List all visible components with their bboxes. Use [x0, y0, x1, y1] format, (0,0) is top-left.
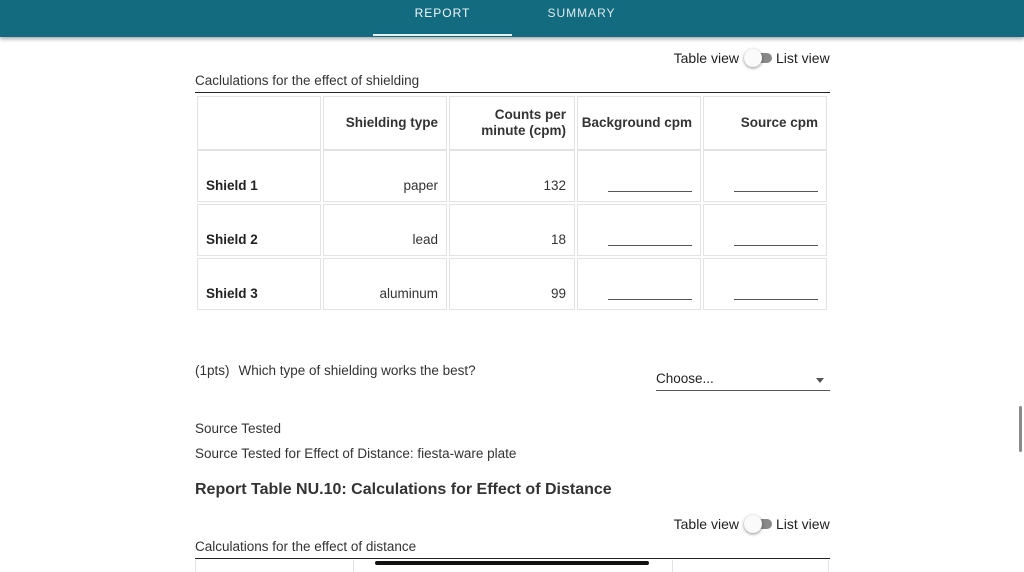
source-cpm-input[interactable] [734, 224, 818, 246]
cell-source-cpm [703, 204, 827, 256]
switch-thumb [744, 515, 762, 533]
header-background-cpm: Background cpm [577, 96, 701, 150]
cell-background-cpm [577, 150, 701, 202]
shielding-table-caption: Caclulations for the effect of shielding [195, 73, 830, 93]
tab-report[interactable]: REPORT [414, 6, 471, 20]
cell-shielding-type: aluminum [323, 258, 447, 310]
row-label-shield-2: Shield 2 [197, 204, 321, 256]
table-view-label: Table view [673, 50, 739, 66]
row-label-shield-3: Shield 3 [197, 258, 321, 310]
header-shielding-type: Shielding type [323, 96, 447, 150]
cell-shielding-type: paper [323, 150, 447, 202]
question-points: (1pts) [195, 363, 230, 378]
background-cpm-input[interactable] [608, 170, 692, 192]
shielding-question [195, 363, 476, 378]
scrollbar[interactable] [1019, 406, 1022, 452]
cell-source-cpm [703, 258, 827, 310]
list-view-label: List view [776, 50, 830, 66]
source-cpm-input[interactable] [734, 170, 818, 192]
shielding-answer-select[interactable] [656, 369, 830, 391]
app-bar [0, 0, 1024, 37]
source-tested-detail: Source Tested for Effect of Distance: fiesta-ware plate [195, 446, 517, 461]
view-switch[interactable] [744, 516, 774, 532]
distance-table-caption: Calculations for the effect of distance [195, 539, 830, 559]
background-cpm-input[interactable] [608, 278, 692, 300]
view-switch[interactable] [744, 50, 774, 66]
source-cpm-input[interactable] [734, 278, 818, 300]
source-tested-title: Source Tested [195, 421, 282, 436]
view-toggle-shielding [640, 48, 830, 68]
switch-thumb [744, 49, 762, 67]
tab-indicator [373, 34, 512, 36]
table-divider [672, 560, 673, 572]
list-view-label: List view [776, 516, 830, 532]
tab-summary[interactable]: SUMMARY [547, 6, 616, 20]
cell-cpm: 99 [449, 258, 575, 310]
chevron-down-icon [816, 378, 824, 383]
home-indicator[interactable] [375, 561, 649, 565]
header-empty [197, 96, 321, 150]
cell-shielding-type: lead [323, 204, 447, 256]
row-label-shield-1: Shield 1 [197, 150, 321, 202]
distance-table-heading: Report Table NU.10: Calculations for Effect of Distance [195, 481, 612, 498]
background-cpm-input[interactable] [608, 224, 692, 246]
cell-cpm: 18 [449, 204, 575, 256]
header-counts-per-minute: Counts per minute (cpm) [449, 96, 575, 150]
table-divider [353, 560, 354, 572]
view-toggle-distance [640, 514, 830, 534]
question-text: Which type of shielding works the best? [238, 363, 476, 378]
cell-cpm: 132 [449, 150, 575, 202]
cell-background-cpm [577, 258, 701, 310]
cell-background-cpm [577, 204, 701, 256]
select-value: Choose... [656, 371, 714, 386]
cell-source-cpm [703, 150, 827, 202]
header-source-cpm: Source cpm [703, 96, 827, 150]
table-view-label: Table view [673, 516, 739, 532]
